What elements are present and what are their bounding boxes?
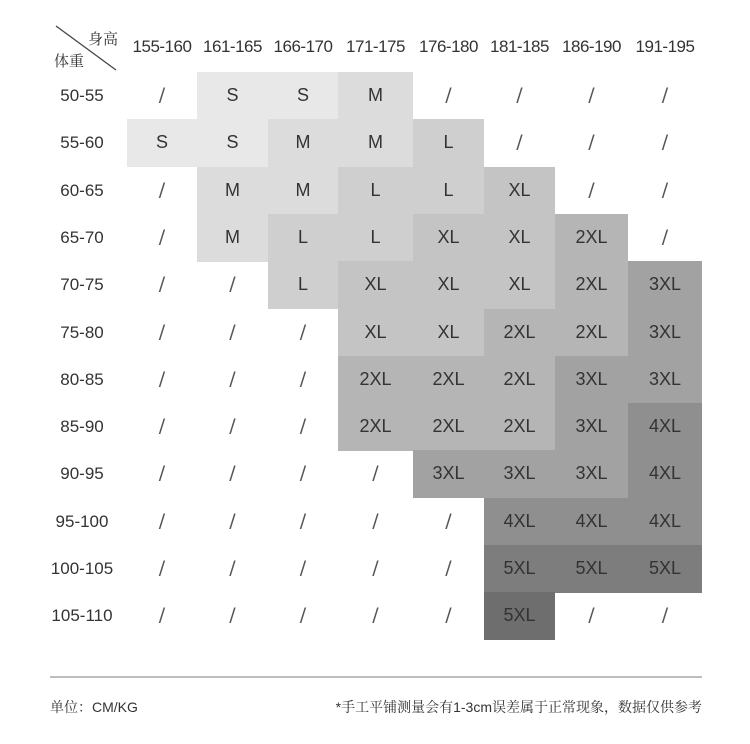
- column-header: 171-175: [346, 37, 405, 56]
- size-cell-empty: /: [158, 178, 166, 201]
- size-cell: 3XL: [628, 261, 702, 309]
- size-cell: M: [268, 167, 338, 215]
- size-cell: XL: [413, 261, 484, 309]
- size-cell: 2XL: [338, 403, 413, 451]
- size-cell-empty: /: [661, 178, 669, 201]
- size-cell-empty: /: [229, 415, 236, 438]
- footer-divider: [50, 676, 702, 678]
- column-header: 176-180: [419, 37, 478, 56]
- size-cell: 3XL: [484, 450, 555, 498]
- size-cell-empty: /: [229, 367, 236, 390]
- size-cell: 2XL: [338, 356, 413, 404]
- size-cell: 2XL: [484, 356, 555, 404]
- size-cell-empty: /: [229, 557, 236, 579]
- size-cell-empty: /: [229, 320, 236, 343]
- size-cell-empty: /: [158, 509, 166, 532]
- row-label: 90-95: [60, 464, 104, 484]
- size-cell-empty: /: [158, 367, 166, 390]
- size-cell: 3XL: [628, 309, 702, 357]
- size-cell: 4XL: [555, 498, 628, 546]
- size-cell-empty: /: [661, 225, 669, 248]
- size-cell: 4XL: [628, 403, 702, 451]
- size-cell-empty: /: [445, 84, 452, 106]
- size-cell-empty: /: [299, 462, 307, 485]
- size-cell: S: [197, 119, 268, 167]
- row-label: 75-80: [60, 322, 104, 342]
- size-cell: 3XL: [555, 403, 628, 451]
- column-header: 181-185: [490, 37, 549, 56]
- size-cell: 2XL: [555, 309, 628, 357]
- size-cell-empty: /: [158, 604, 166, 627]
- size-cell-empty: /: [229, 273, 236, 296]
- size-cell-empty: /: [445, 509, 452, 532]
- weight-label: 体重: [54, 53, 85, 70]
- size-cell: 2XL: [484, 309, 555, 357]
- size-cell-empty: /: [299, 604, 307, 627]
- size-cell: 2XL: [413, 403, 484, 451]
- size-cell-empty: /: [445, 604, 452, 627]
- size-cell-empty: /: [588, 131, 595, 154]
- size-cell: L: [338, 214, 413, 262]
- size-cell-empty: /: [158, 557, 166, 579]
- size-cell-empty: /: [158, 225, 166, 248]
- size-cell: L: [413, 167, 484, 215]
- size-cell: 4XL: [484, 498, 555, 546]
- size-cell-empty: /: [299, 320, 307, 343]
- size-cell: L: [413, 119, 484, 167]
- row-label: 105-110: [51, 606, 113, 626]
- size-cell: XL: [413, 214, 484, 262]
- size-cell: 3XL: [628, 356, 702, 404]
- column-header: 166-170: [273, 37, 333, 56]
- size-cell-empty: /: [299, 415, 307, 438]
- size-cell: 3XL: [555, 450, 628, 498]
- size-cell-empty: /: [588, 178, 595, 201]
- size-cell: L: [268, 214, 338, 262]
- size-cell: XL: [413, 309, 484, 357]
- size-cell: 5XL: [628, 545, 702, 593]
- row-label: 70-75: [60, 275, 104, 295]
- size-cell-empty: /: [158, 273, 166, 296]
- size-cell-empty: /: [516, 84, 523, 106]
- size-cell-empty: /: [229, 604, 236, 627]
- size-cell-empty: /: [516, 131, 523, 154]
- size-cell-empty: /: [299, 509, 307, 532]
- size-cell: S: [197, 72, 268, 120]
- row-label: 60-65: [60, 180, 104, 200]
- size-cell: L: [338, 167, 413, 215]
- size-cell-empty: /: [158, 462, 166, 485]
- size-cell: 5XL: [484, 545, 555, 593]
- column-header: 191-195: [635, 37, 695, 56]
- size-cell-empty: /: [229, 509, 236, 532]
- row-label: 50-55: [60, 86, 104, 105]
- row-label: 55-60: [60, 133, 104, 153]
- size-cell: XL: [338, 309, 413, 357]
- row-label: 85-90: [60, 417, 104, 437]
- size-cell-empty: /: [661, 131, 669, 154]
- size-cell: 2XL: [484, 403, 555, 451]
- size-cell-empty: /: [445, 557, 452, 579]
- size-cell: 5XL: [555, 545, 628, 593]
- size-cell: 4XL: [628, 498, 702, 546]
- size-cell: S: [127, 119, 197, 167]
- size-cell-empty: /: [372, 462, 379, 485]
- size-cell: 2XL: [555, 261, 628, 309]
- size-cell: XL: [484, 261, 555, 309]
- column-header: 155-160: [132, 37, 192, 56]
- size-cell: S: [268, 72, 338, 120]
- size-cell: XL: [338, 261, 413, 309]
- measurement-note: *手工平铺测量会有1-3cm误差属于正常现象，数据仅供参考: [335, 699, 702, 715]
- row-label: 65-70: [60, 227, 104, 247]
- size-cell: 3XL: [413, 450, 484, 498]
- row-label: 80-85: [60, 369, 104, 389]
- size-cell: M: [338, 119, 413, 167]
- size-cell-empty: /: [299, 557, 307, 579]
- height-label: 身高: [87, 31, 118, 48]
- size-cell-empty: /: [158, 84, 166, 106]
- size-cell-empty: /: [229, 462, 236, 485]
- size-cell: M: [338, 72, 413, 120]
- size-cell-empty: /: [661, 604, 669, 627]
- size-cell: M: [268, 119, 338, 167]
- size-cell: 4XL: [628, 450, 702, 498]
- size-cell: 3XL: [555, 356, 628, 404]
- size-cell: XL: [484, 167, 555, 215]
- size-cell-empty: /: [372, 509, 379, 532]
- column-header: 186-190: [562, 37, 621, 56]
- size-cell-empty: /: [372, 604, 379, 627]
- size-cell: M: [197, 214, 268, 262]
- size-cell-empty: /: [158, 320, 166, 343]
- row-label: 95-100: [55, 511, 109, 531]
- size-cell-empty: /: [661, 84, 669, 106]
- size-cell-empty: /: [299, 367, 307, 390]
- row-label: 100-105: [50, 559, 114, 578]
- column-header: 161-165: [203, 37, 262, 56]
- size-cell: XL: [484, 214, 555, 262]
- size-cell: L: [268, 261, 338, 309]
- size-cell-empty: /: [158, 415, 166, 438]
- size-cell: M: [197, 167, 268, 215]
- corner-header: [52, 22, 120, 74]
- size-cell-empty: /: [372, 557, 379, 579]
- size-cell: 2XL: [555, 214, 628, 262]
- size-cell: 2XL: [413, 356, 484, 404]
- unit-label: 单位：CM/KG: [50, 699, 138, 715]
- size-cell-empty: /: [588, 604, 595, 627]
- size-cell: 5XL: [484, 592, 555, 640]
- size-cell-empty: /: [588, 84, 595, 106]
